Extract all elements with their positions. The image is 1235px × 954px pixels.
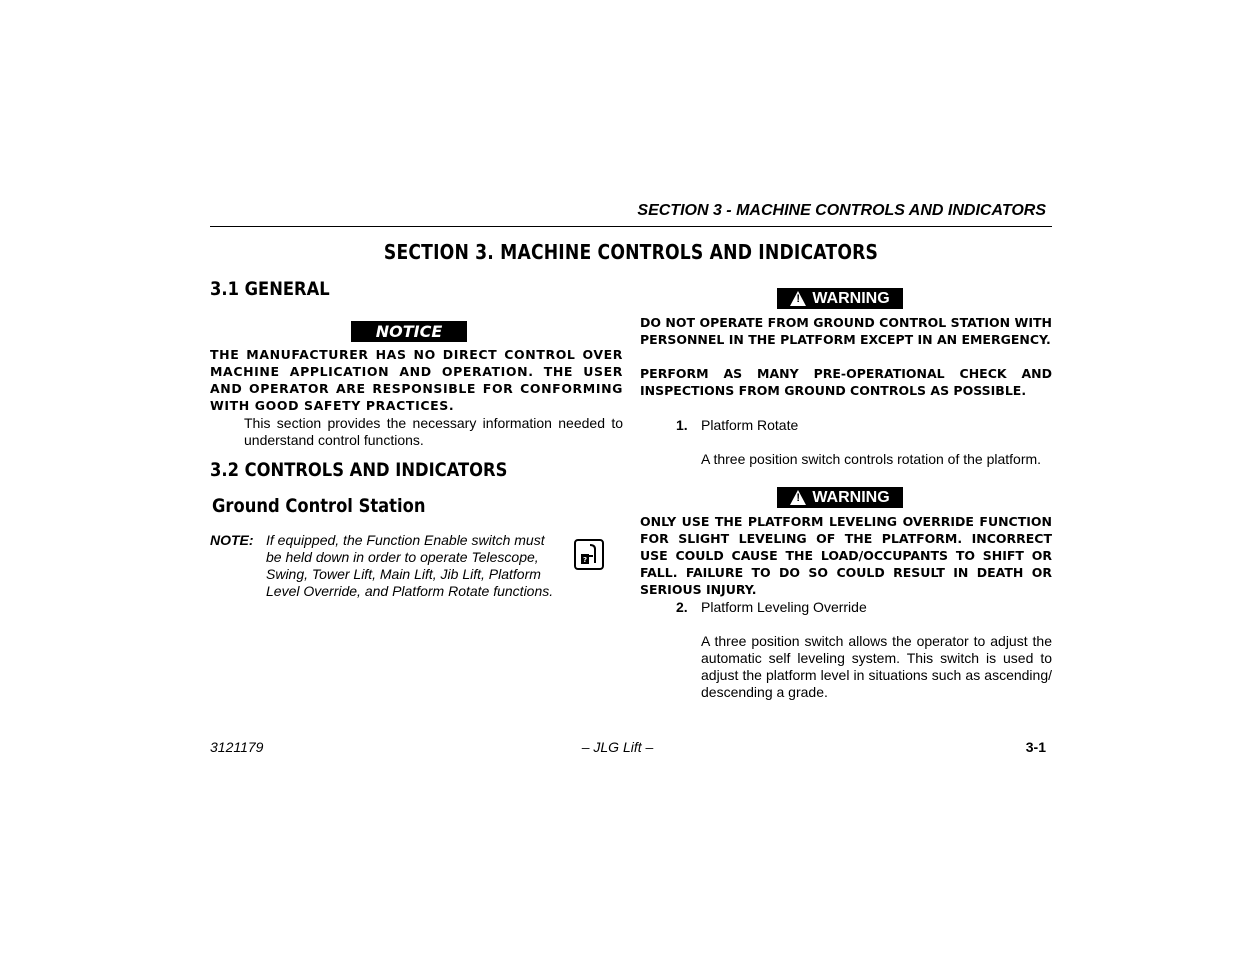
hand-switch-icon	[576, 541, 602, 568]
general-heading: 3.1 GENERAL	[210, 278, 330, 300]
footer-doc-number: 3121179	[210, 739, 264, 755]
notice-label: NOTICE	[375, 322, 443, 341]
warning-badge-2	[777, 487, 903, 508]
svg-text:?: ?	[583, 556, 588, 564]
ground-control-heading: Ground Control Station	[212, 495, 426, 517]
footer-center: – JLG Lift –	[581, 739, 654, 755]
warning-1-para-1: DO NOT OPERATE FROM GROUND CONTROL STATION WITH PERSONNEL IN THE PLATFORM EXCEPT IN AN EMERGENCY.	[640, 315, 1052, 347]
warning-triangle-icon: !	[790, 291, 806, 306]
note-label: NOTE:	[210, 532, 254, 548]
warning-triangle-icon: !	[790, 490, 806, 505]
note-text: If equipped, the Function Enable switch must be held down in order to operate Telescope, Swing, Tower Lift, Main Lift, Jib Lift, Platform Level Override, and Platform Rotate functions.	[266, 532, 554, 599]
general-body: This section provides the necessary information needed to understand control functions.	[244, 415, 623, 448]
header-rule	[210, 226, 1052, 227]
controls-heading: 3.2 CONTROLS AND INDICATORS	[210, 459, 508, 481]
warning-label-2: WARNING	[812, 489, 890, 506]
item-1-text: A three position switch controls rotation of the platform.	[701, 451, 1042, 467]
item-2-title: Platform Leveling Override	[701, 599, 867, 615]
warning-1-para-2: PERFORM AS MANY PRE-OPERATIONAL CHECK AND INSPECTIONS FROM GROUND CONTROLS AS POSSIBLE.	[640, 366, 1052, 398]
function-enable-icon	[574, 539, 604, 570]
notice-text-content: THE MANUFACTURER HAS NO DIRECT CONTROL OVER MACHINE APPLICATION AND OPERATION. THE USER AND OPERATOR ARE RESPONSIBLE FOR CONFORMING WITH GOOD SAFETY PRACTICES.	[210, 347, 623, 413]
item-2-text: A three position switch allows the operator to adjust the automatic self leveling system. This switch is used to adjust the platform level in situations such as ascending/ descending a grade.	[701, 633, 1052, 700]
item-1-number: 1.	[676, 417, 688, 433]
warning-badge-1	[777, 288, 903, 309]
footer-page-number: 3-1	[1025, 739, 1046, 755]
item-1-title: Platform Rotate	[701, 417, 799, 433]
item-2-number: 2.	[676, 599, 688, 615]
warning-label-1: WARNING	[812, 290, 890, 307]
running-header: SECTION 3 - MACHINE CONTROLS AND INDICATORS	[637, 202, 1046, 219]
warning-2-text: ONLY USE THE PLATFORM LEVELING OVERRIDE FUNCTION FOR SLIGHT LEVELING OF THE PLATFORM. INCORRECT USE COULD CAUSE THE LOAD/OCCUPANTS TO SHIFT OR FALL. FAILURE TO DO SO COULD RESULT IN DEATH OR SERIOUS INJURY.	[640, 514, 1052, 597]
section-title: SECTION 3. MACHINE CONTROLS AND INDICATORS	[383, 240, 879, 264]
notice-badge	[351, 321, 467, 342]
notice-text	[210, 346, 623, 414]
